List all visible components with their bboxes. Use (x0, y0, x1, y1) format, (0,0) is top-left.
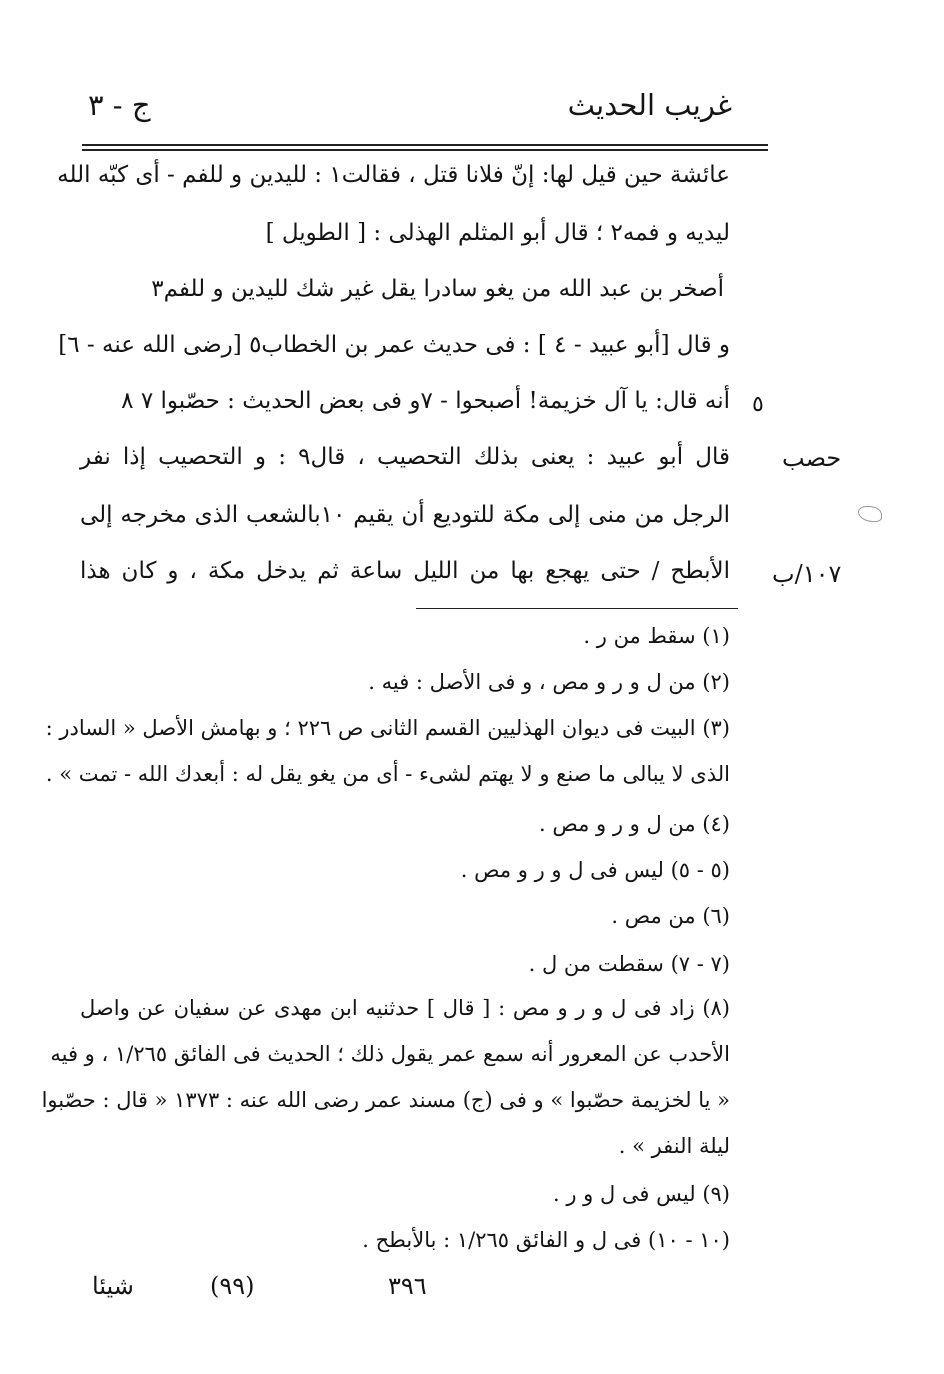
text-line-6: قال أبو عبيد : يعنى بذلك التحصيب ، قال٩ : و التحصيب إذا نفر (80, 444, 730, 470)
footnote-10: (١٠ - ١٠) فى ل و الفائق ١/٢٦٥ : بالأبطح . (362, 1228, 730, 1252)
text-line-5: أنه قال: يا آل خزيمة! أصبحوا - ٧و فى بعض الحديث : حصّبوا ٧ ٨ (121, 388, 730, 414)
footnote-7: (٧ - ٧) سقطت من ل . (528, 952, 730, 976)
text-line-1: عائشة حين قيل لها: إنّ فلانا قتل ، فقالت١ : لليدين و للفم - أى كبّه الله (57, 162, 730, 188)
footnote-8: (٨) زاد فى ل و ر و مص : [ قال ] حدثنيه ابن مهدى عن سفيان عن واصل (80, 996, 730, 1020)
catchword: شيئا (92, 1272, 134, 1300)
footnote-3-cont: الذى لا يبالى ما صنع و لا يهتم لشىء - أى من يغو يقل له : أبعدك الله - تمت » . (45, 762, 730, 786)
footnote-2: (٢) من ل و ر و مص ، و فى الأصل : فيه . (368, 670, 730, 694)
text-line-8: الأبطح / حتى يهجع بها من الليل ساعة ثم يدخل مكة ، و كان هذا (80, 558, 730, 584)
footnote-8-cont-1: الأحدب عن المعرور أنه سمع عمر يقول ذلك ؛ الحديث فى الفائق ١/٢٦٥ ، و فيه (50, 1042, 730, 1066)
footnote-1: (١) سقط من ر . (583, 624, 730, 648)
footnote-3: (٣) البيت فى ديوان الهذليين القسم الثانى ص ٢٢٦ ؛ و بهامش الأصل « السادر : (45, 716, 730, 740)
header-rule-bottom (82, 149, 768, 151)
text-line-2: ليديه و فمه٢ ؛ قال أبو المثلم الهذلى : [ الطويل ] (265, 220, 730, 246)
line-number-marker: ٥ (752, 392, 764, 417)
verse-line: أصخر بن عبد الله من يغو سادرا يقل غير شك لليدين و للفم٣ (151, 276, 724, 302)
text-line-7: الرجل من منى إلى مكة للتوديع أن يقيم ١٠بالشعب الذى مخرجه إلى (80, 502, 730, 528)
header-rule-top (82, 144, 768, 146)
footnote-8-cont-3: ليلة النفر » . (618, 1134, 730, 1158)
section-number: (٩٩) (210, 1272, 255, 1300)
running-title: غريب الحديث (567, 88, 732, 122)
footnote-4: (٤) من ل و ر و مص . (539, 812, 730, 836)
margin-smudge (858, 506, 882, 522)
footnote-6: (٦) من مص . (611, 904, 730, 928)
text-line-4: و قال [أبو عبيد - ٤ ] : فى حديث عمر بن الخطاب٥ [رضى الله عنه - ٦] (58, 332, 730, 358)
footnote-5: (٥ - ٥) ليس فى ل و ر و مص . (460, 858, 730, 882)
page-number: ٣٩٦ (388, 1272, 427, 1300)
footnote-8-cont-2: « يا لخزيمة حصّبوا » و فى (ج) مسند عمر رضى الله عنه : ١٣٧٣ « قال : حصّبوا (41, 1088, 730, 1112)
margin-keyword: حصب (782, 444, 842, 472)
footnote-9: (٩) ليس فى ل و ر . (553, 1182, 730, 1206)
footnote-separator (416, 608, 738, 609)
volume-label: ج - ٣ (88, 88, 151, 122)
margin-folio: ١٠٧/ب (772, 560, 842, 588)
